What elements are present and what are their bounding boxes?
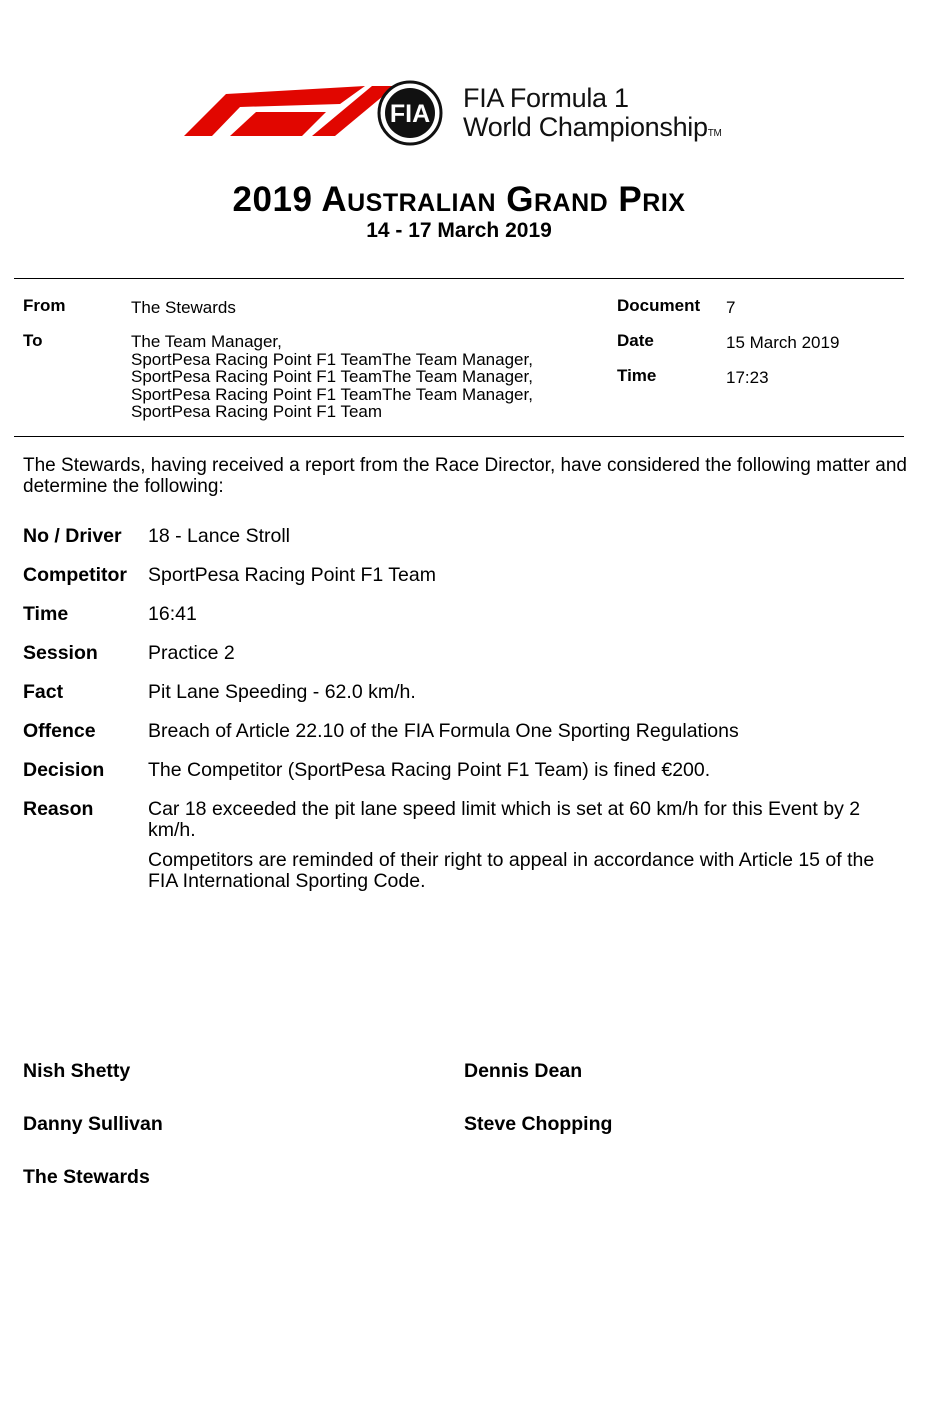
f1-fia-logo — [160, 80, 780, 146]
trademark: TM — [707, 128, 722, 139]
wordmark-line1: FIA Formula 1 — [463, 83, 629, 113]
from-value: The Stewards — [131, 298, 236, 317]
competitor-label: Competitor — [23, 564, 127, 586]
document-label: Document — [617, 296, 701, 315]
time-label: Time — [617, 366, 657, 385]
from-label: From — [23, 296, 66, 315]
reason-value: Car 18 exceeded the pit lane speed limit which is set at 60 km/h for this Event by 2 km/h. — [148, 798, 861, 841]
to-line: SportPesa Racing Point F1 TeamThe Team Manager, — [131, 384, 533, 404]
date-label: Date — [617, 331, 654, 350]
steward-signature: Danny Sullivan — [23, 1113, 163, 1135]
to-recipients — [131, 333, 533, 421]
to-line: The Team Manager, — [131, 332, 282, 351]
fia-badge-text: FIA — [389, 100, 431, 128]
document-value: 7 — [726, 298, 736, 317]
incident-time-value: 16:41 — [148, 603, 197, 625]
championship-wordmark — [463, 84, 722, 148]
intro-paragraph: The Stewards, having received a report from the Race Director, have considered the following matter and determine the following: — [23, 455, 907, 497]
to-line: SportPesa Racing Point F1 TeamThe Team Manager, — [131, 367, 533, 386]
event-dates: 14 - 17 March 2019 — [366, 219, 552, 242]
wordmark-line2 — [463, 113, 722, 148]
session-value: Practice 2 — [148, 642, 235, 664]
session-label: Session — [23, 642, 98, 664]
driver-value: 18 - Lance Stroll — [148, 525, 290, 547]
incident-time-label: Time — [23, 603, 69, 625]
appeal-note: Competitors are reminded of their right to appeal in accordance with Article 15 of the FIA International Sporting Code. — [148, 849, 875, 892]
decision-label: Decision — [23, 759, 105, 781]
f1-logo-icon — [160, 80, 460, 146]
wordmark-line2-text: World Championship — [463, 112, 708, 142]
to-label: To — [23, 331, 43, 350]
offence-label: Offence — [23, 720, 96, 742]
top-divider — [14, 278, 904, 279]
steward-signature: Dennis Dean — [464, 1060, 583, 1082]
date-value: 15 March 2019 — [726, 333, 840, 352]
driver-label: No / Driver — [23, 525, 122, 547]
steward-signature: Nish Shetty — [23, 1060, 131, 1082]
steward-signature: Steve Chopping — [464, 1113, 613, 1135]
decision-value: The Competitor (SportPesa Racing Point F1 Team) is fined €200. — [148, 759, 711, 781]
stewards-closing: The Stewards — [23, 1166, 150, 1188]
reason-label: Reason — [23, 798, 94, 820]
fact-label: Fact — [23, 681, 64, 703]
fact-value: Pit Lane Speeding - 62.0 km/h. — [148, 681, 416, 703]
event-title: 2019 Australian Grand Prix — [232, 180, 686, 219]
time-value: 17:23 — [726, 368, 769, 387]
header-divider — [14, 436, 904, 437]
competitor-value: SportPesa Racing Point F1 Team — [148, 564, 436, 586]
to-line: SportPesa Racing Point F1 TeamThe Team Manager, — [131, 349, 533, 369]
to-line: SportPesa Racing Point F1 Team — [131, 402, 383, 421]
offence-value: Breach of Article 22.10 of the FIA Formula One Sporting Regulations — [148, 720, 739, 742]
